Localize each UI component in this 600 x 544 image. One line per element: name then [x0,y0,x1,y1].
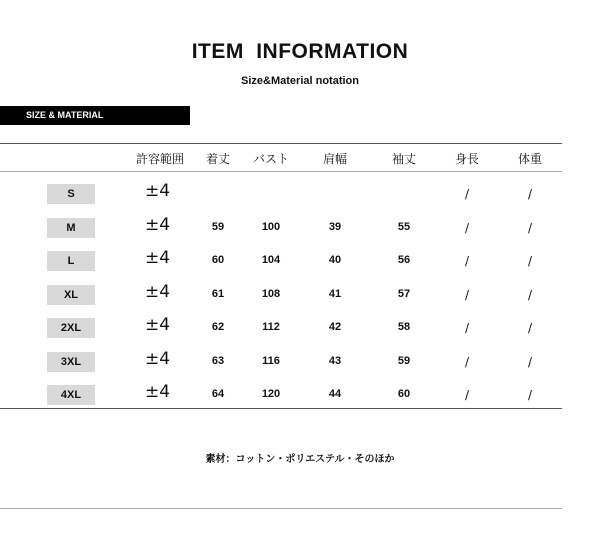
size-label: M [47,218,95,238]
material-note: 素材：コットン・ポリエステル・そのほか [205,454,395,465]
size-label: L [47,251,95,271]
table-row [0,181,600,206]
weight-cell: / [527,321,533,335]
height-cell: / [464,321,470,335]
size-label: XL [47,285,95,305]
weight-cell: / [527,388,533,402]
height-cell: / [464,187,470,201]
height-cell: / [464,254,470,268]
table-row [0,282,600,307]
weight-cell: / [527,288,533,302]
shoulder-cell: 44 [328,388,342,400]
height-cell: / [464,388,470,402]
shoulder-cell: 40 [328,254,342,266]
sleeve-cell: 59 [397,355,411,367]
size-label: S [47,184,95,204]
height-cell: / [464,288,470,302]
length-cell: 60 [211,254,225,266]
weight-cell: / [527,187,533,201]
height-cell: / [464,221,470,235]
tolerance-cell: ±4 [145,181,171,201]
sleeve-cell: 55 [397,221,411,233]
tolerance-cell: ±4 [145,315,171,335]
sleeve-cell: 56 [397,254,411,266]
shoulder-cell: 39 [328,221,342,233]
header-tolerance: 許容範囲 [135,152,184,166]
bust-cell: 104 [261,254,281,266]
size-label: 4XL [47,385,95,405]
sleeve-cell: 60 [397,388,411,400]
item-information-title: ITEM INFORMATION [191,40,409,63]
length-cell: 59 [211,221,225,233]
size-label: 3XL [47,352,95,372]
weight-cell: / [527,355,533,369]
table-row [0,248,600,273]
length-cell: 61 [211,288,225,300]
length-cell: 63 [211,355,225,367]
bust-cell: 100 [261,221,281,233]
size-label: 2XL [47,318,95,338]
weight-cell: / [527,254,533,268]
bust-cell: 108 [261,288,281,300]
tolerance-cell: ±4 [145,382,171,402]
bust-cell: 120 [261,388,281,400]
height-cell: / [464,355,470,369]
length-cell: 64 [211,388,225,400]
footer-line [0,508,562,509]
header-sleeve: 袖丈 [391,152,416,166]
table-bottom-line [0,408,562,409]
header-height: 身長 [454,152,479,166]
shoulder-cell: 42 [328,321,342,333]
sleeve-cell: 57 [397,288,411,300]
header-bottom-line [0,171,562,172]
header-weight: 体重 [517,152,542,166]
tolerance-cell: ±4 [145,215,171,235]
tolerance-cell: ±4 [145,349,171,369]
section-label: SIZE & MATERIAL [26,110,104,120]
table-row [0,349,600,374]
bust-cell: 116 [262,355,280,367]
sleeve-cell: 58 [397,321,411,333]
weight-cell: / [527,221,533,235]
shoulder-cell: 43 [328,355,342,367]
section-bar [0,106,190,125]
table-row [0,382,600,407]
header-bust: バスト [252,152,289,166]
shoulder-cell: 41 [328,288,342,300]
table-row [0,315,600,340]
subtitle: Size&Material notation [241,75,359,87]
tolerance-cell: ±4 [145,248,171,268]
length-cell: 62 [211,321,225,333]
tolerance-cell: ±4 [145,282,171,302]
table-top-line [0,143,562,144]
header-length: 着丈 [205,152,230,166]
header-shoulder: 肩幅 [322,152,347,166]
table-row [0,215,600,240]
bust-cell: 112 [262,321,280,333]
